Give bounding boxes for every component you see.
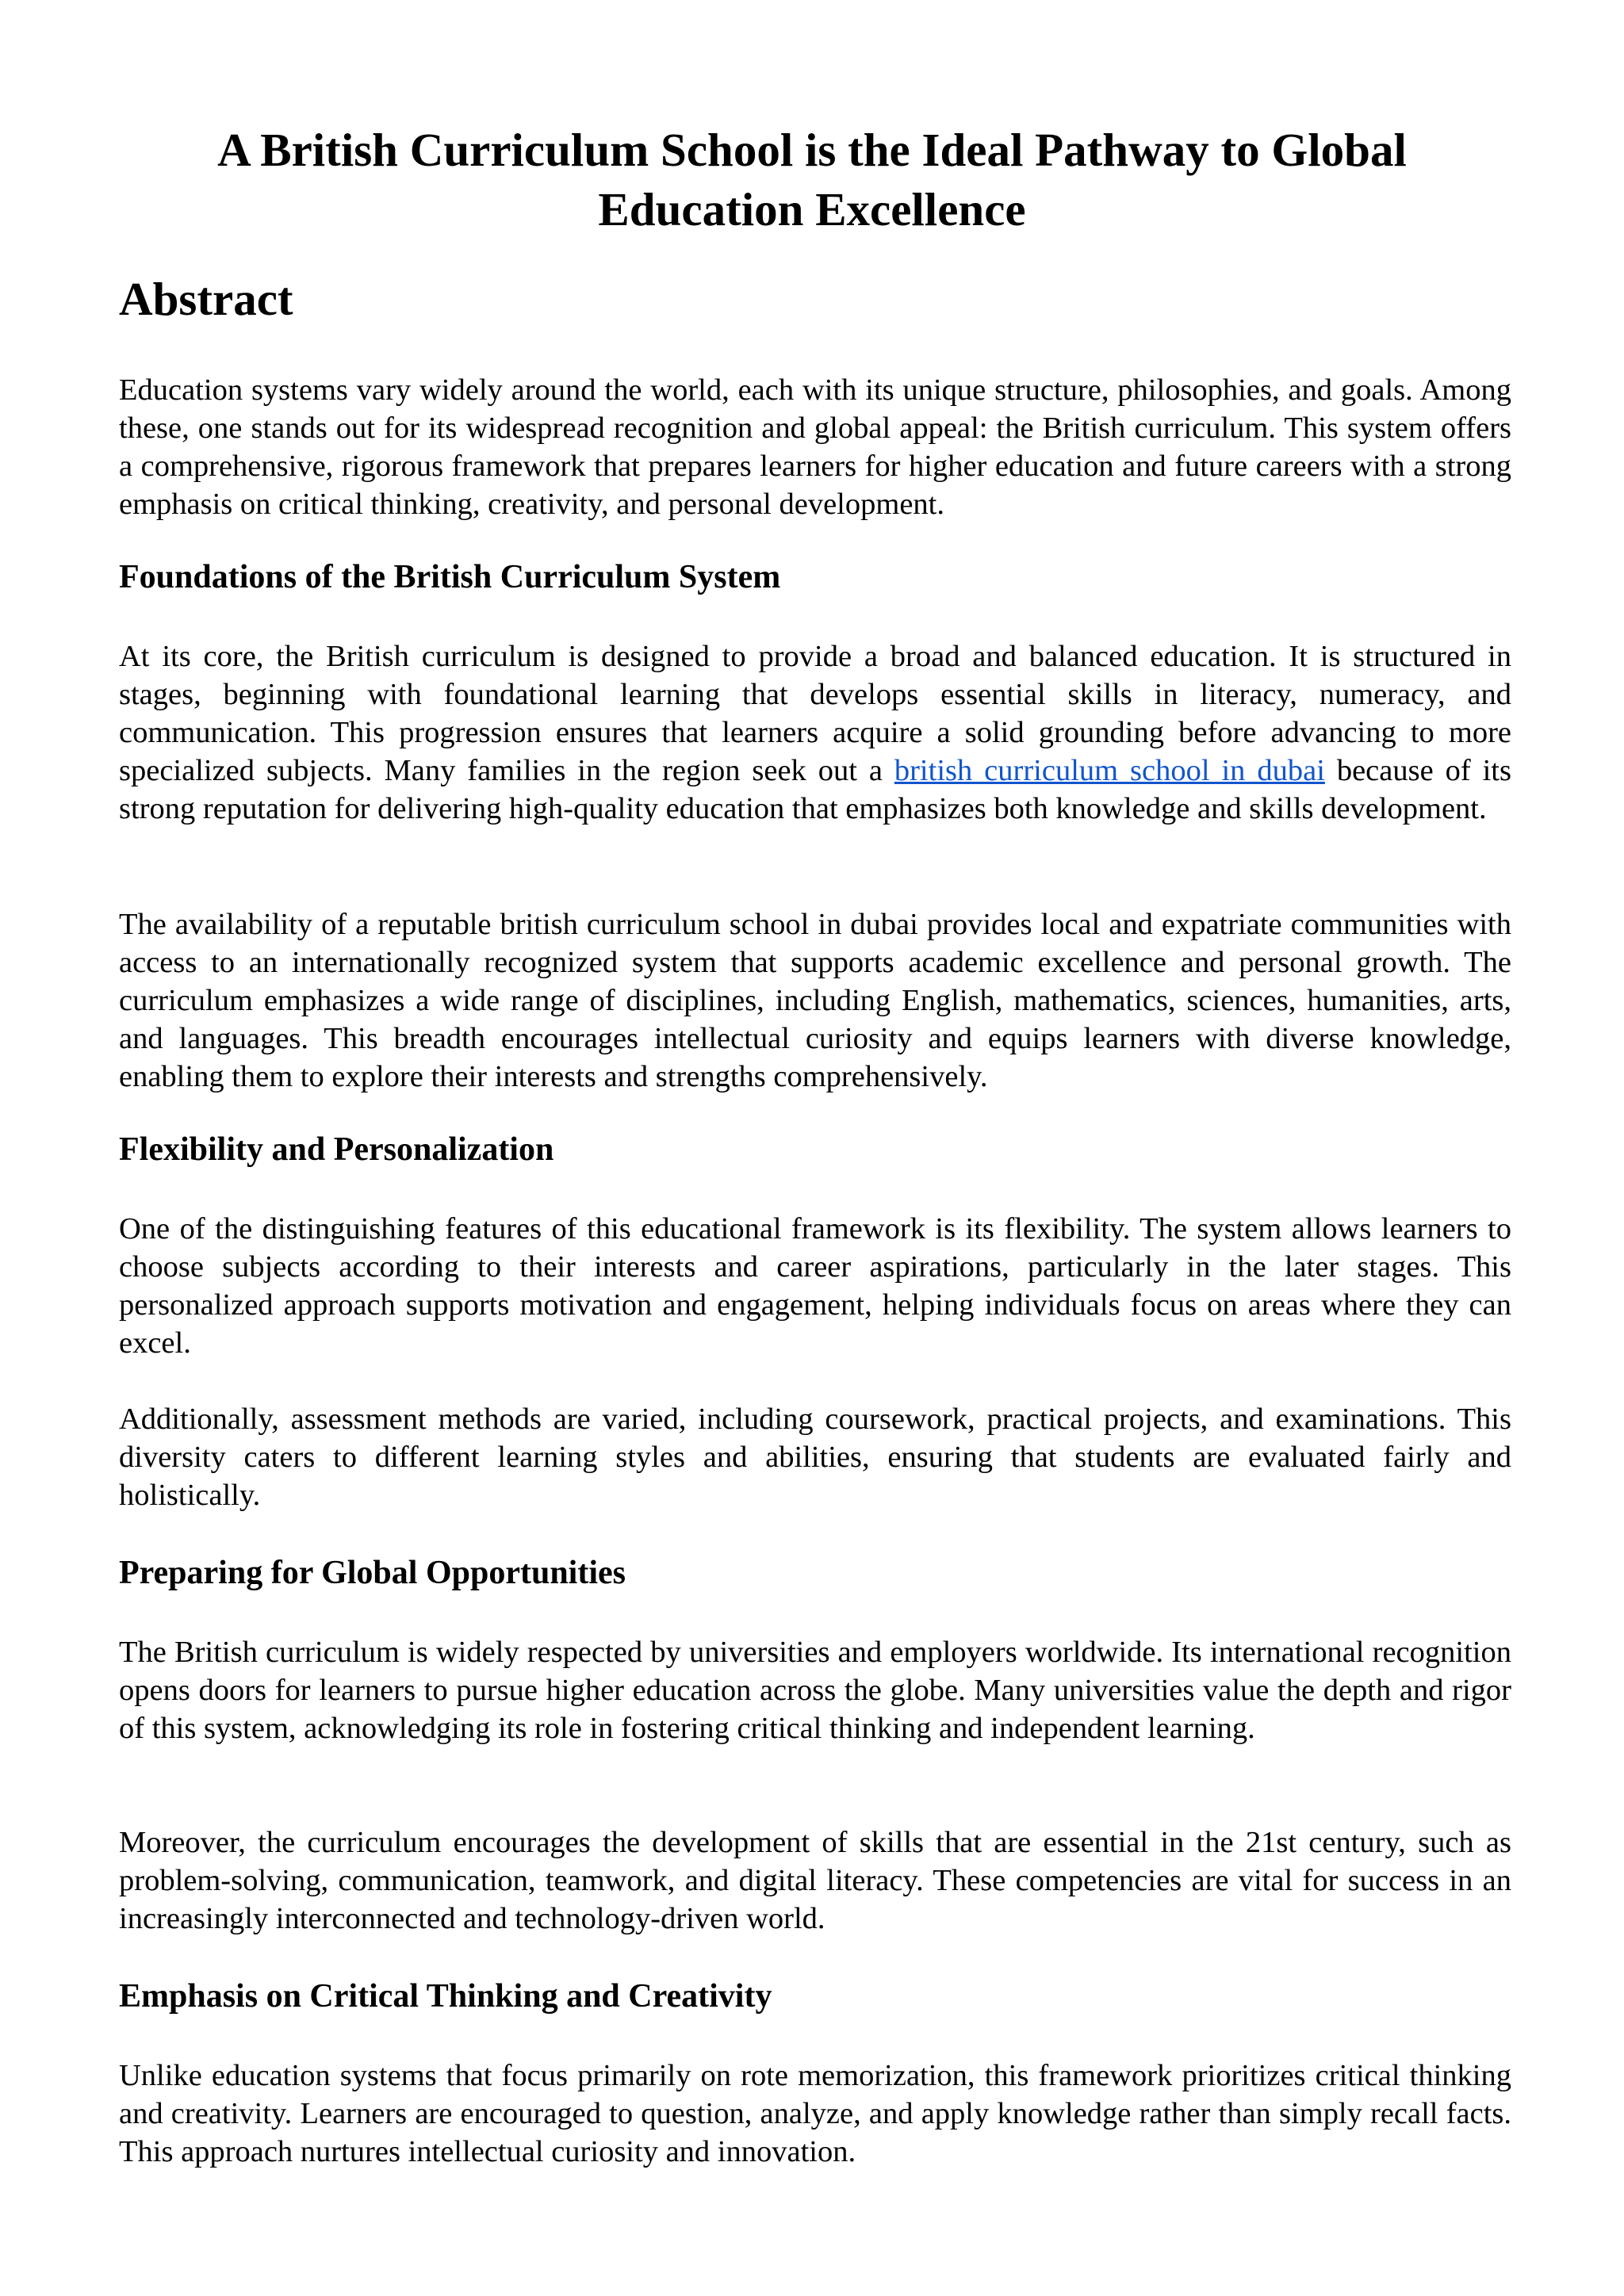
section-heading-critical-thinking: Emphasis on Critical Thinking and Creativity	[119, 1978, 772, 2015]
flexibility-paragraph-2: Additionally, assessment methods are varied, including coursework, practical projects, and examinations. This diversity caters to different learning styles and abilities, ensuring that students are evaluated fairly and holistically.	[119, 1402, 1511, 1512]
abstract-paragraph: Education systems vary widely around the world, each with its unique structure, philosophies, and goals. Among these, one stands out for its widespread recognition and global appeal: the British curriculum. This system offers a comprehensive, rigorous framework that prepares learners for higher education and future careers with a strong emphasis on critical thinking, creativity, and personal development.	[119, 373, 1511, 521]
abstract-heading: Abstract	[119, 273, 293, 325]
foundations-paragraph-1	[119, 637, 1511, 828]
critical-thinking-paragraph-1: Unlike education systems that focus primarily on rote memorization, this framework prioritizes critical thinking and creativity. Learners are encouraged to question, analyze, and apply knowledge rather than simply recall facts. This approach nurtures intellectual curiosity and innovation.	[119, 2059, 1511, 2168]
section-heading-foundations: Foundations of the British Curriculum System	[119, 559, 781, 595]
document-title: A British Curriculum School is the Ideal Pathway to Global Education Excellence	[217, 124, 1407, 235]
foundations-text-before-link: At its core, the British curriculum is designed to provide a broad and balanced education. It is structured in stages, beginning with foundational learning that develops essential skills in literacy, numeracy, and communication. This progression ensures that learners acquire a solid grounding before advancing to more specialized subjects. Many families in the region seek out a	[119, 640, 1511, 787]
section-heading-flexibility: Flexibility and Personalization	[119, 1131, 554, 1168]
foundations-text-after-link: because of its strong reputation for delivering high-quality education that emphasizes both knowledge and skills development.	[119, 754, 1511, 825]
flexibility-paragraph-1: One of the distinguishing features of this educational framework is its flexibility. The system allows learners to choose subjects according to their interests and career aspirations, particularly in the later stages. This personalized approach supports motivation and engagement, helping individuals focus on areas where they can excel.	[119, 1212, 1511, 1360]
global-opportunities-paragraph-2: Moreover, the curriculum encourages the development of skills that are essential in the 21st century, such as problem-solving, communication, teamwork, and digital literacy. These competencies are vital for success in an increasingly interconnected and technology-driven world.	[119, 1826, 1511, 1935]
foundations-paragraph-2: The availability of a reputable british curriculum school in dubai provides local and expatriate communities with access to an internationally recognized system that supports academic excellence and personal growth. The curriculum emphasizes a wide range of disciplines, including English, mathematics, sciences, humanities, arts, and languages. This breadth encourages intellectual curiosity and equips learners with diverse knowledge, enabling them to explore their interests and strengths comprehensively.	[119, 908, 1511, 1093]
section-heading-global-opportunities: Preparing for Global Opportunities	[119, 1555, 626, 1591]
global-opportunities-paragraph-1: The British curriculum is widely respected by universities and employers worldwide. Its international recognition opens doors for learners to pursue higher education across the globe. Many universities value the depth and rigor of this system, acknowledging its role in fostering critical thinking and independent learning.	[119, 1636, 1511, 1745]
british-curriculum-school-link[interactable]: british curriculum school in dubai	[894, 754, 1325, 787]
